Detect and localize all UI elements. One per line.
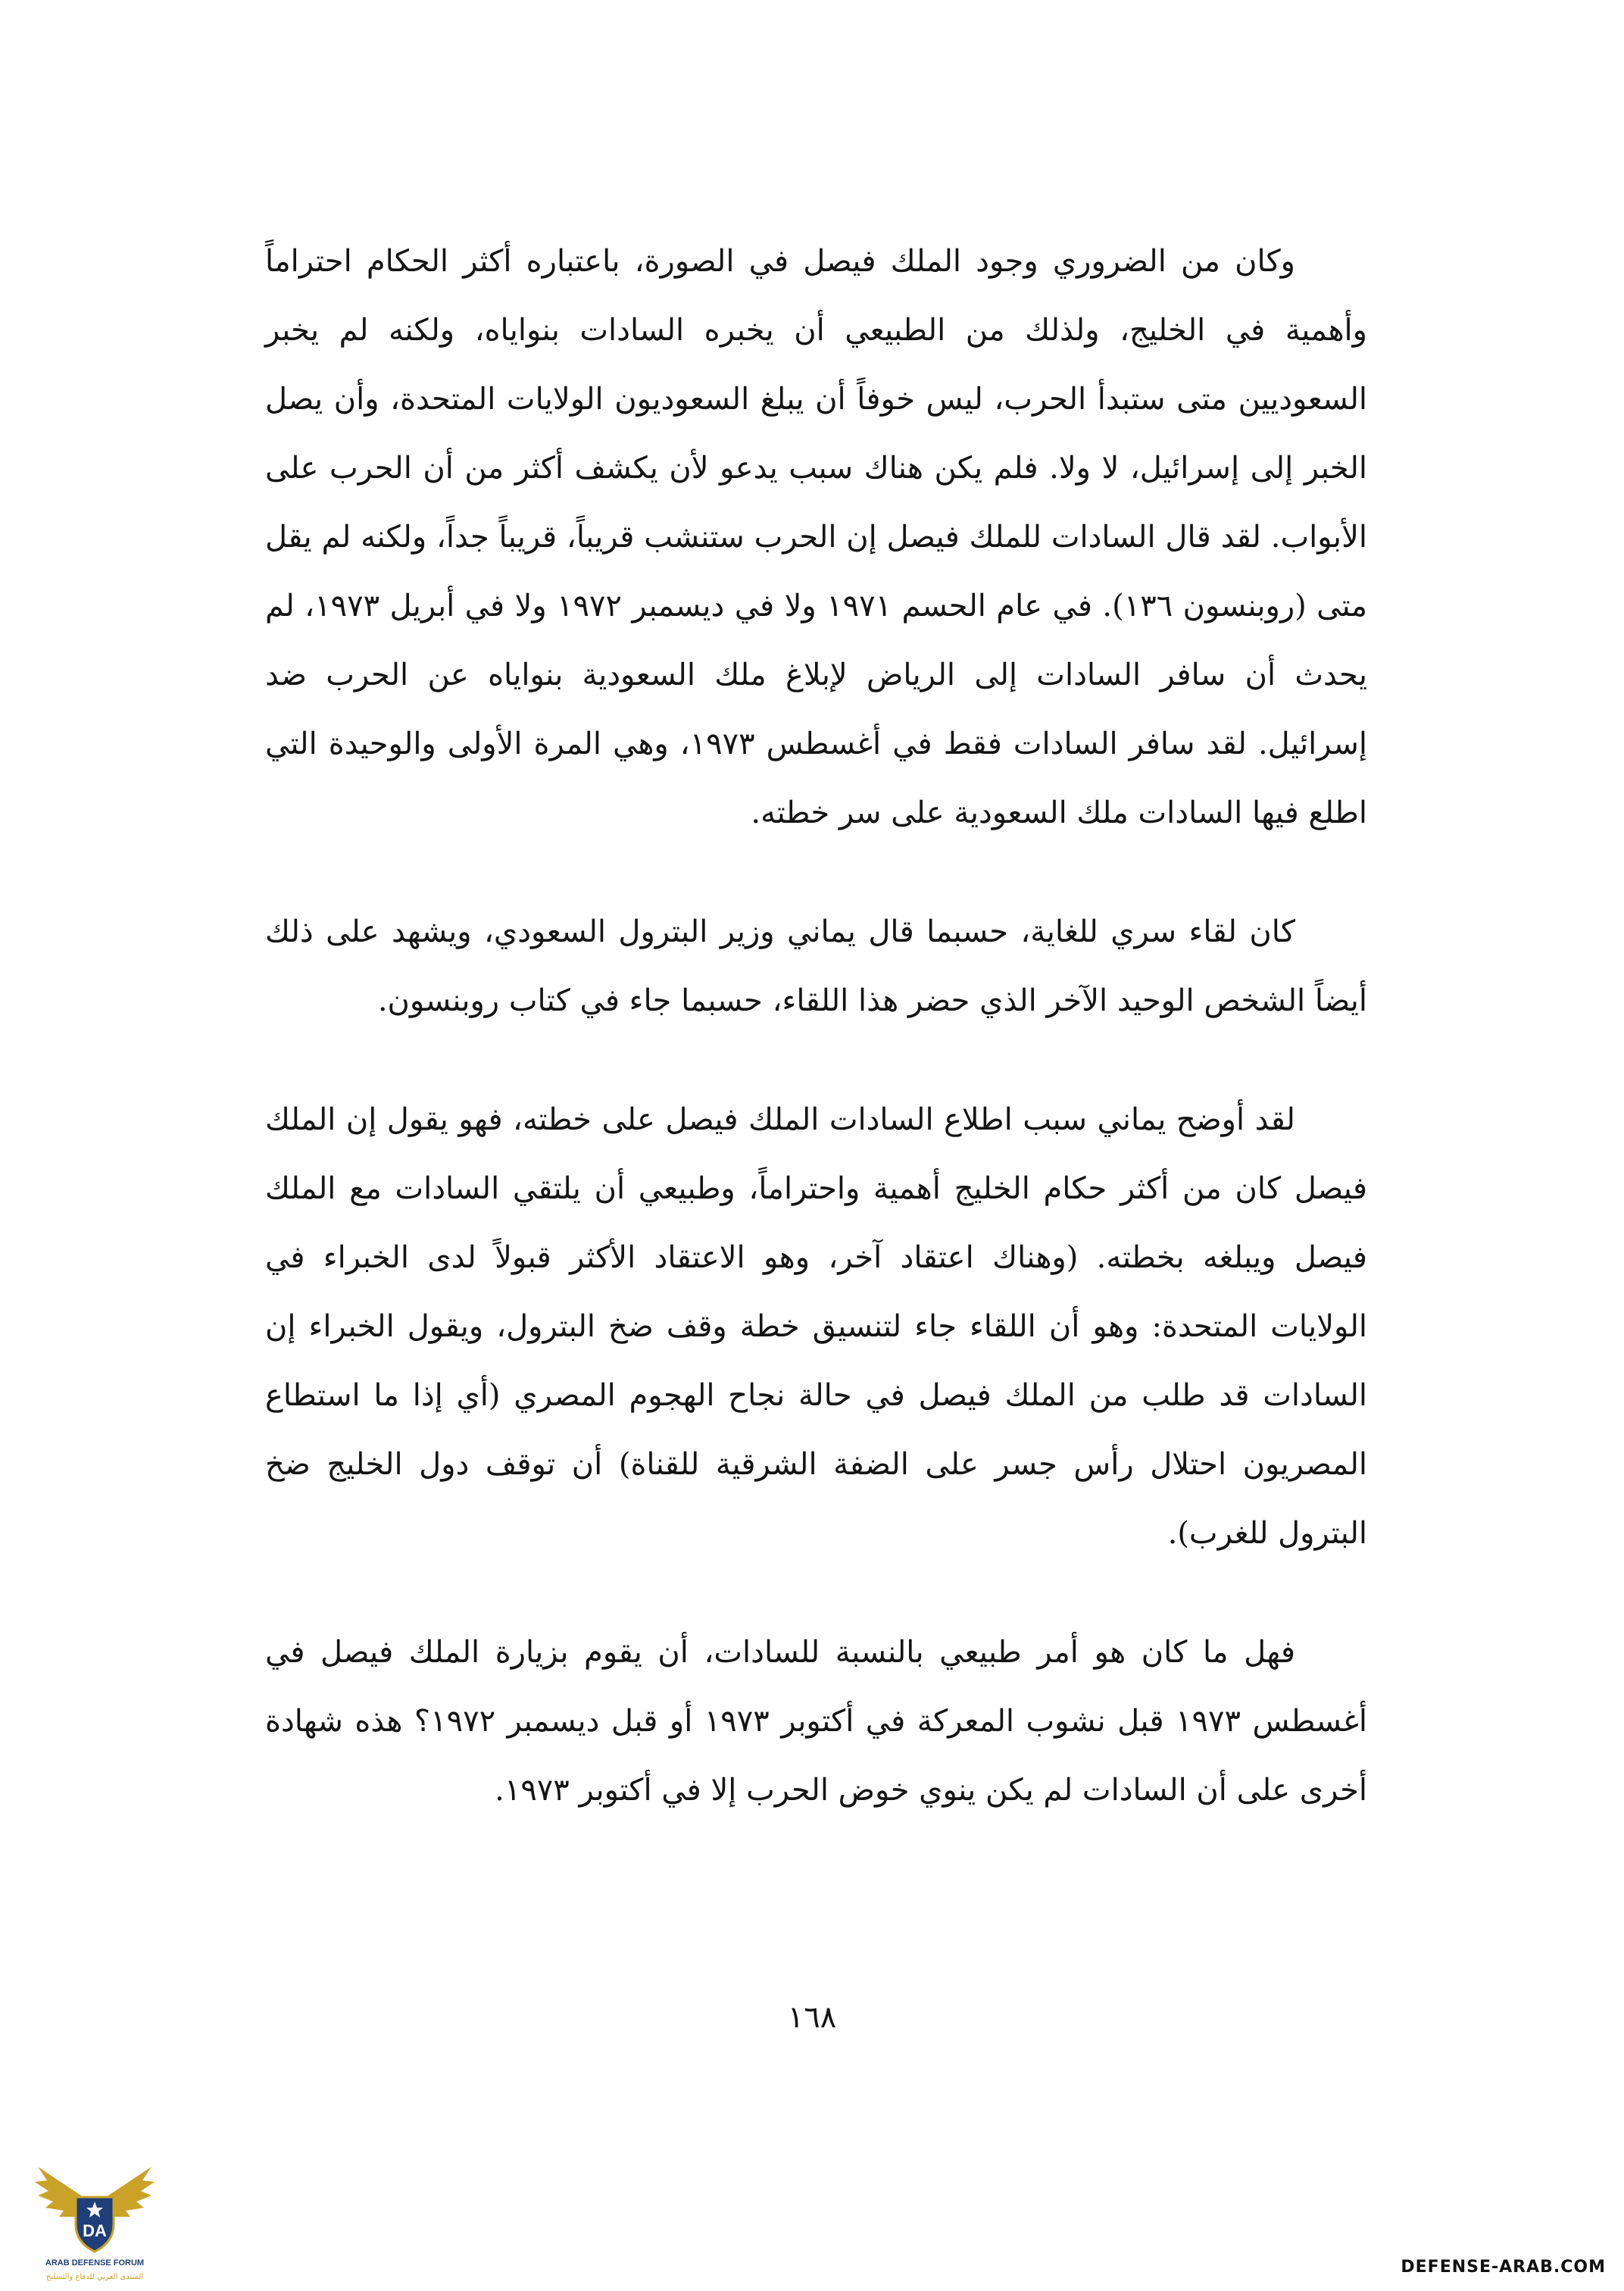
logo-caption-arabic: المنتدى العربي للدفاع والتسليح: [45, 2273, 144, 2281]
paragraph-1: وكان من الضروري وجود الملك فيصل في الصورة، باعتباره أكثر الحكام احتراماً وأهمية في الخليج، ولذلك من الطبيعي أن يخبره السادات بنواياه، ولكنه لم يخبر السعوديين متى ستبدأ الحرب، ليس خوفاً أن يبلغ السعوديون الولايات المتحدة، وأن يصل الخبر إلى إسرائيل، لا ولا. فلم يكن هناك سبب يدعو لأن يكشف أكثر من أن الحرب على الأبواب. لقد قال السادات للملك فيصل إن الحرب ستنشب قريباً، قريباً جداً، ولكنه لم يقل متى (روبنسون ١٣٦). في عام الحسم ١٩٧١ ولا في ديسمبر ١٩٧٢ ولا في أبريل ١٩٧٣، لم يحدث أن سافر السادات إلى الرياض لإبلاغ ملك السعودية بنواياه عن الحرب ضد إسرائيل. لقد سافر السادات فقط في أغسطس ١٩٧٣، وهي المرة الأولى والوحيدة التي اطلع فيها السادات ملك السعودية على سر خطته.: [265, 244, 1368, 830]
paragraph-3: لقد أوضح يماني سبب اطلاع السادات الملك فيصل على خطته، فهو يقول إن الملك فيصل كان من أكثر حكام الخليج أهمية واحتراماً، وطبيعي أن يلتقي السادات مع الملك فيصل ويبلغه بخطته. (وهناك اعتقاد آخر، وهو الاعتقاد الأكثر قبولاً لدى الخبراء في الولايات المتحدة: وهو أن اللقاء جاء لتنسيق خطة وقف ضخ البترول، ويقول الخبراء إن السادات قد طلب من الملك فيصل في حالة نجاح الهجوم المصري (أي إذا ما استطاع المصريون احتلال رأس جسر على الضفة الشرقية للقناة) أن توقف دول الخليج ضخ البترول للغرب).: [265, 1102, 1367, 1551]
paragraph-2: كان لقاء سري للغاية، حسبما قال يماني وزير البترول السعودي، ويشهد على ذلك أيضاً الشخص الوحيد الآخر الذي حضر هذا اللقاء، حسبما جاء في كتاب روبنسون.: [265, 914, 1367, 1018]
paragraph-4: فهل ما كان هو أمر طبيعي بالنسبة للسادات، أن يقوم بزيارة الملك فيصل في أغسطس ١٩٧٣ قبل نشوب المعركة في أكتوبر ١٩٧٣ أو قبل ديسمبر ١٩٧٢؟ هذه شهادة أخرى على أن السادات لم يكن ينوي خوض الحرب إلا في أكتوبر ١٩٧٣.: [265, 1635, 1367, 1808]
forum-logo: [30, 2152, 159, 2288]
logo-initials: DA: [83, 2221, 107, 2240]
page-number: ١٦٨: [787, 2000, 837, 2035]
body-text: [265, 227, 1367, 1825]
site-watermark: DEFENSE-ARAB.COM: [1401, 2258, 1606, 2277]
logo-caption: ARAB DEFENSE FORUM: [45, 2258, 145, 2268]
eagle-wings-icon: [30, 2152, 159, 2288]
